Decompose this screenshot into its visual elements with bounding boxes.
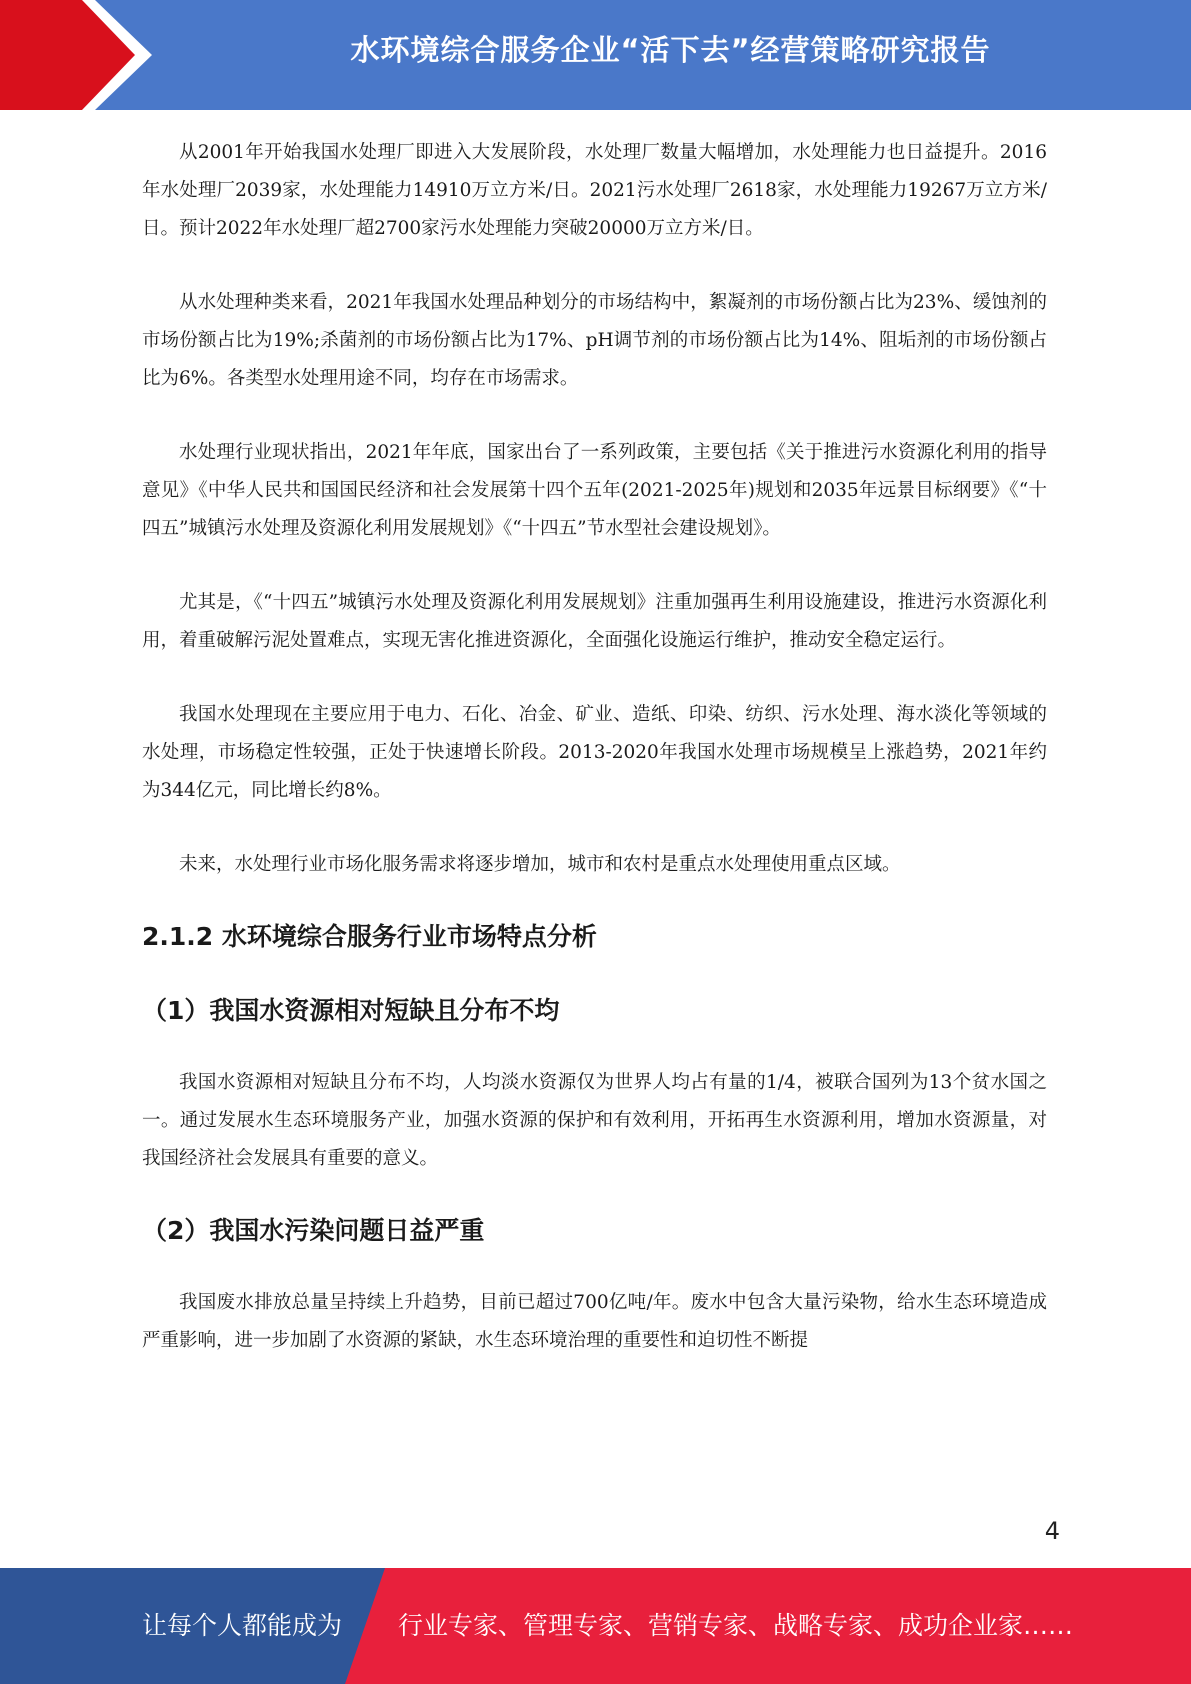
page-header bbox=[0, 0, 1191, 110]
footer-slogan-right: 行业专家、管理专家、营销专家、战略专家、成功企业家…… bbox=[398, 1611, 1074, 1640]
paragraph-plant-growth: 从2001年开始我国水处理厂即进入大发展阶段，水处理厂数量大幅增加，水处理能力也日益提升。2016年水处理厂2039家，水处理能力14910万立方米/日。2021污水处理厂2618家，水处理能力19267万立方米/日。预计2022年水处理厂超2700家污水处理能力突破20000万立方米/日。 bbox=[142, 142, 1047, 239]
footer-slogan-left: 让每个人都能成为 bbox=[142, 1611, 343, 1640]
paragraph-five-year-plan: 尤其是，《“十四五”城镇污水处理及资源化利用发展规划》注重加强再生利用设施建设，推进污水资源化利用，着重破解污泥处置难点，实现无害化推进资源化，全面强化设施运行维护，推动安全稳定运行。 bbox=[142, 592, 1047, 651]
paragraph-market-structure: 从水处理种类来看，2021年我国水处理品种划分的市场结构中，絮凝剂的市场份额占比为23%、缓蚀剂的市场份额占比为19%;杀菌剂的市场份额占比为17%、pH调节剂的市场份额占比为14%、阻垢剂的市场份额占比为6%。各类型水处理用途不同，均存在市场需求。 bbox=[142, 292, 1047, 389]
header-chevron-decoration bbox=[0, 0, 180, 110]
page-number: 4 bbox=[1044, 1517, 1060, 1545]
section-heading: 2.1.2 水环境综合服务行业市场特点分析 bbox=[142, 922, 597, 951]
subsection-heading-water-pollution: （2）我国水污染问题日益严重 bbox=[142, 1216, 485, 1245]
paragraph-future: 未来，水处理行业市场化服务需求将逐步增加，城市和农村是重点水处理使用重点区域。 bbox=[179, 854, 901, 875]
paragraph-water-shortage: 我国水资源相对短缺且分布不均，人均淡水资源仅为世界人均占有量的1/4，被联合国列为13个贫水国之一。通过发展水生态环境服务产业，加强水资源的保护和有效利用，开拓再生水资源利用，增加水资源量，对我国经济社会发展具有重要的意义。 bbox=[142, 1072, 1047, 1169]
paragraph-applications: 我国水处理现在主要应用于电力、石化、冶金、矿业、造纸、印染、纺织、污水处理、海水淡化等领域的水处理，市场稳定性较强，正处于快速增长阶段。2013-2020年我国水处理市场规模呈上涨趋势，2021年约为344亿元，同比增长约8%。 bbox=[142, 704, 1047, 801]
page-content bbox=[142, 134, 1047, 1360]
paragraph-water-pollution: 我国废水排放总量呈持续上升趋势，目前已超过700亿吨/年。废水中包含大量污染物，给水生态环境造成严重影响，进一步加剧了水资源的紧缺，水生态环境治理的重要性和迫切性不断提 bbox=[142, 1292, 1047, 1351]
subsection-heading-water-shortage: （1）我国水资源相对短缺且分布不均 bbox=[142, 996, 560, 1025]
paragraph-policies: 水处理行业现状指出，2021年年底，国家出台了一系列政策，主要包括《关于推进污水资源化利用的指导意见》《中华人民共和国国民经济和社会发展第十四个五年(2021-2025年)规划和2035年远景目标纲要》《“十四五”城镇污水处理及资源化利用发展规划》《“十四五”节水型社会建设规划》。 bbox=[142, 442, 1047, 539]
report-title: 水环境综合服务企业“活下去”经营策略研究报告 bbox=[350, 33, 991, 67]
page-footer bbox=[0, 1568, 1191, 1684]
